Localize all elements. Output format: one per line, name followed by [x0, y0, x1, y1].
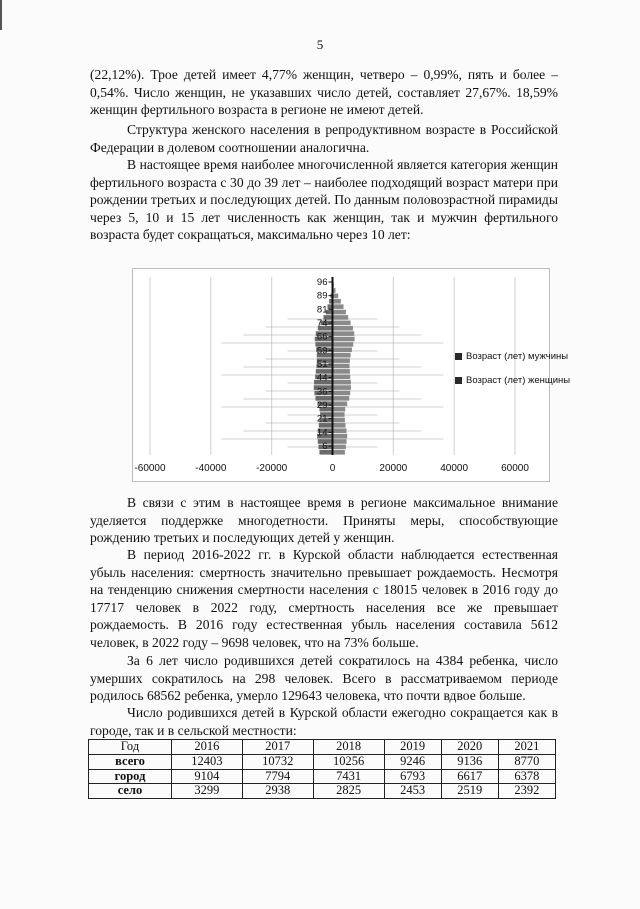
- female-bar: [333, 428, 347, 433]
- page-number: 5: [316, 37, 324, 52]
- table-cell: 2453: [384, 784, 441, 799]
- row-label-total: всего: [89, 754, 172, 769]
- births-table: [88, 739, 556, 799]
- table-cell: 6793: [384, 769, 441, 784]
- table-cell: 6378: [498, 769, 555, 784]
- age-label: 81: [316, 304, 328, 316]
- table-cell: 10732: [242, 754, 313, 769]
- paragraph-4: В связи с этим в настоящее время в регионе максимальное внимание уделяется поддержке многодетности. Приняты меры, способствующие рождению третьих и последующих детей у женщин.: [90, 495, 558, 546]
- table-cell: 8770: [498, 754, 555, 769]
- table-cell: 9104: [172, 769, 243, 784]
- table-cell: 9136: [441, 754, 498, 769]
- table-header-cell: 2020: [441, 740, 498, 755]
- female-bar: [333, 423, 346, 428]
- table-header-cell: 2017: [242, 740, 313, 755]
- table-header-cell: 2021: [498, 740, 555, 755]
- table-cell: 3299: [172, 784, 243, 799]
- paragraph-6: За 6 лет число родившихся детей сократилось на 4384 ребенка, число умерших сократилось на 298 человек. Всего в рассматриваемом периоде родилось 68562 ребенка, умерло 129643 человека, что почти вдвое больше.: [90, 653, 558, 704]
- paragraph-1: (22,12%). Трое детей имеет 4,77% женщин, четверо – 0,99%, пять и более – 0,54%. Число женщин, не указавших число детей, составляет 27,67%. 18,59% женщин фертильного возраста в регионе не имеют детей.: [90, 67, 558, 118]
- table-header-cell: 2016: [172, 740, 243, 755]
- age-label: 59: [316, 345, 328, 357]
- female-bar: [333, 391, 351, 396]
- table-cell: 7794: [242, 769, 313, 784]
- table-cell: 6617: [441, 769, 498, 784]
- scan-edge-mark: [0, 0, 2, 30]
- table-cell: 12403: [172, 754, 243, 769]
- x-tick-label: 40000: [440, 463, 469, 474]
- female-bar: [333, 299, 341, 304]
- table-header-row: [89, 740, 556, 755]
- table-cell: 2938: [242, 784, 313, 799]
- paragraph-3: В настоящее время наиболее многочисленной является категория женщин фертильного возраста с 30 до 39 лет – наиболее подходящий возраст матери при рождении третьих и последующих детей. По данным половозрастной пирамиды через 5, 10 и 15 лет численность как женщин, так и мужчин фертильного возраста будет сокращаться, максимально через 10 лет:: [90, 157, 558, 243]
- female-bar: [333, 380, 351, 385]
- female-bar: [333, 385, 351, 390]
- age-label: 44: [316, 372, 328, 384]
- female-bar: [333, 407, 346, 412]
- legend-label-male: Возраст (лет) мужчины: [466, 350, 569, 362]
- legend-label-female: Возраст (лет) женщины: [466, 374, 571, 386]
- female-bar: [333, 439, 347, 444]
- female-bar: [333, 364, 350, 369]
- paragraph-7: Число родившихся детей в Курской области ежегодно сокращается как в городе, так и в сельской местности:: [90, 705, 558, 738]
- female-bar: [333, 310, 346, 315]
- age-label: 66: [316, 331, 328, 343]
- table-cell: 10256: [313, 754, 384, 769]
- age-label: 29: [316, 400, 328, 411]
- female-bar: [333, 321, 351, 326]
- row-label-village: село: [89, 784, 172, 799]
- table-cell: 7431: [313, 769, 384, 784]
- female-bar: [333, 348, 352, 353]
- table-row: [89, 769, 556, 784]
- x-tick-label: 0: [329, 463, 336, 474]
- paragraph-2: Структура женского населения в репродуктивном возрасте в Российской Федерации в долевом соотношении аналогична.: [90, 122, 558, 155]
- x-tick-label: -20000: [256, 463, 288, 474]
- female-bar: [333, 445, 346, 450]
- table-row: [89, 784, 556, 799]
- female-bar: [333, 412, 345, 417]
- table-cell: 2825: [313, 784, 384, 799]
- age-label: 6: [322, 441, 328, 452]
- table-cell: 2392: [498, 784, 555, 799]
- paragraph-5: В период 2016-2022 гг. в Курской области наблюдается естественная убыль населения: смертность значительно превышает рождаемость. Несмотря на тенденцию снижения смертности населения с 18015 человек в 2016 году до 17717 человек в 2022 году, смертность населения все же превышает рождаемость. В 2016 году естественная убыль населения составила 5612 человек, в 2022 году – 9698 человек, что на 73% больше.: [90, 547, 558, 650]
- female-bar: [333, 374, 351, 379]
- age-label: 36: [316, 386, 328, 398]
- table-row: [89, 754, 556, 769]
- age-label: 51: [316, 359, 328, 370]
- female-bar: [333, 434, 348, 439]
- table-cell: 2519: [441, 784, 498, 799]
- female-bar: [333, 326, 353, 331]
- table-header-cell: 2018: [313, 740, 384, 755]
- table-cell: 9246: [384, 754, 441, 769]
- chart-legend: [455, 350, 570, 398]
- female-bar: [333, 304, 344, 309]
- female-bar: [333, 369, 350, 374]
- female-bar: [333, 315, 349, 320]
- age-label: 74: [316, 318, 328, 329]
- female-bar: [333, 401, 348, 406]
- x-tick-label: -40000: [195, 463, 227, 474]
- female-bar: [333, 358, 350, 363]
- female-bar: [333, 418, 345, 423]
- row-label-city: город: [89, 769, 172, 784]
- female-bar: [333, 337, 355, 342]
- age-label: 14: [316, 427, 328, 439]
- population-pyramid-chart: [132, 268, 571, 482]
- legend-swatch-male: [455, 353, 462, 360]
- table-header-cell: Год: [89, 740, 172, 755]
- legend-swatch-female: [455, 377, 462, 384]
- x-tick-label: 20000: [379, 463, 408, 474]
- female-bar: [333, 353, 351, 358]
- age-label: 89: [316, 290, 328, 302]
- x-tick-label: 60000: [501, 463, 529, 474]
- female-bar: [333, 450, 345, 455]
- table-header-cell: 2019: [384, 740, 441, 755]
- female-bar: [333, 331, 355, 336]
- age-label: 21: [316, 413, 328, 425]
- legend-item-female: [455, 374, 570, 386]
- legend-item-male: [455, 350, 570, 362]
- age-label: 96: [316, 277, 328, 288]
- x-tick-label: -60000: [134, 463, 166, 474]
- female-bar: [333, 342, 354, 347]
- female-bar: [333, 396, 350, 401]
